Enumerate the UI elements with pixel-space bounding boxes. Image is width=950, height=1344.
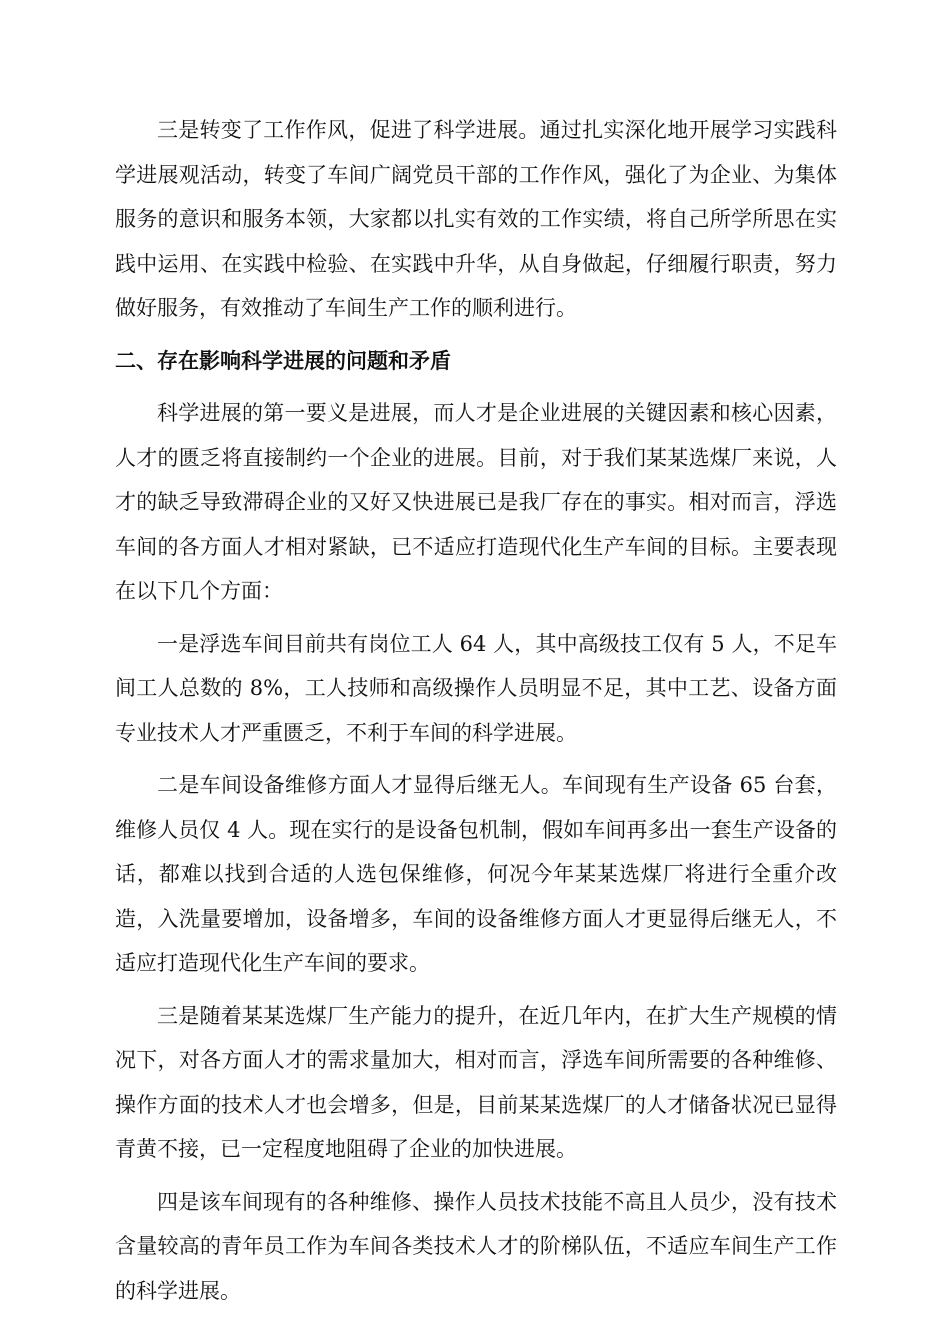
paragraph-point-one: 一是浮选车间目前共有岗位工人 64 人，其中高级技工仅有 5 人，不足车间工人总数的 8%，工人技师和高级操作人员明显不足，其中工艺、设备方面专业技术人才严重匮乏，不利于车间的科学进展。 <box>115 631 837 745</box>
section-heading-problems: 二、存在影响科学进展的问题和矛盾 <box>115 348 451 373</box>
document-body <box>115 108 837 1321</box>
paragraph-work-style: 三是转变了工作作风，促进了科学进展。通过扎实深化地开展学习实践科学进展观活动，转变了车间广阔党员干部的工作作风，强化了为企业、为集体服务的意识和服务本领，大家都以扎实有效的工作实绩，将自己所学所思在实践中运用、在实践中检验、在实践中升华，从自身做起，仔细履行职责，努力做好服务，有效推动了车间生产工作的顺利进行。 <box>115 118 837 320</box>
paragraph-point-three: 三是随着某某选煤厂生产能力的提升，在近几年内，在扩大生产规模的情况下，对各方面人才的需求量加大，相对而言，浮选车间所需要的各种维修、操作方面的技术人才也会增多，但是，目前某某选煤厂的人才储备状况已显得青黄不接，已一定程度地阻碍了企业的加快进展。 <box>115 1003 837 1161</box>
paragraph-talent-shortage: 科学进展的第一要义是进展，而人才是企业进展的关键因素和核心因素，人才的匮乏将直接制约一个企业的进展。目前，对于我们某某选煤厂来说，人才的缺乏导致滞碍企业的又好又快进展已是我厂存在的事实。相对而言，浮选车间的各方面人才相对紧缺，已不适应打造现代化生产车间的目标。主要表现在以下几个方面： <box>115 401 837 603</box>
paragraph-point-four: 四是该车间现有的各种维修、操作人员技术技能不高且人员少，没有技术含量较高的青年员工作为车间各类技术人才的阶梯队伍，不适应车间生产工作的科学进展。 <box>115 1189 837 1303</box>
paragraph-point-two: 二是车间设备维修方面人才显得后继无人。车间现有生产设备 65 台套，维修人员仅 4 人。现在实行的是设备包机制，假如车间再多出一套生产设备的话，都难以找到合适的人选包保维修，何况今年某某选煤厂将进行全重介改造，入洗量要增加，设备增多，车间的设备维修方面人才更显得后继无人，不适应打造现代化生产车间的要求。 <box>115 773 837 975</box>
